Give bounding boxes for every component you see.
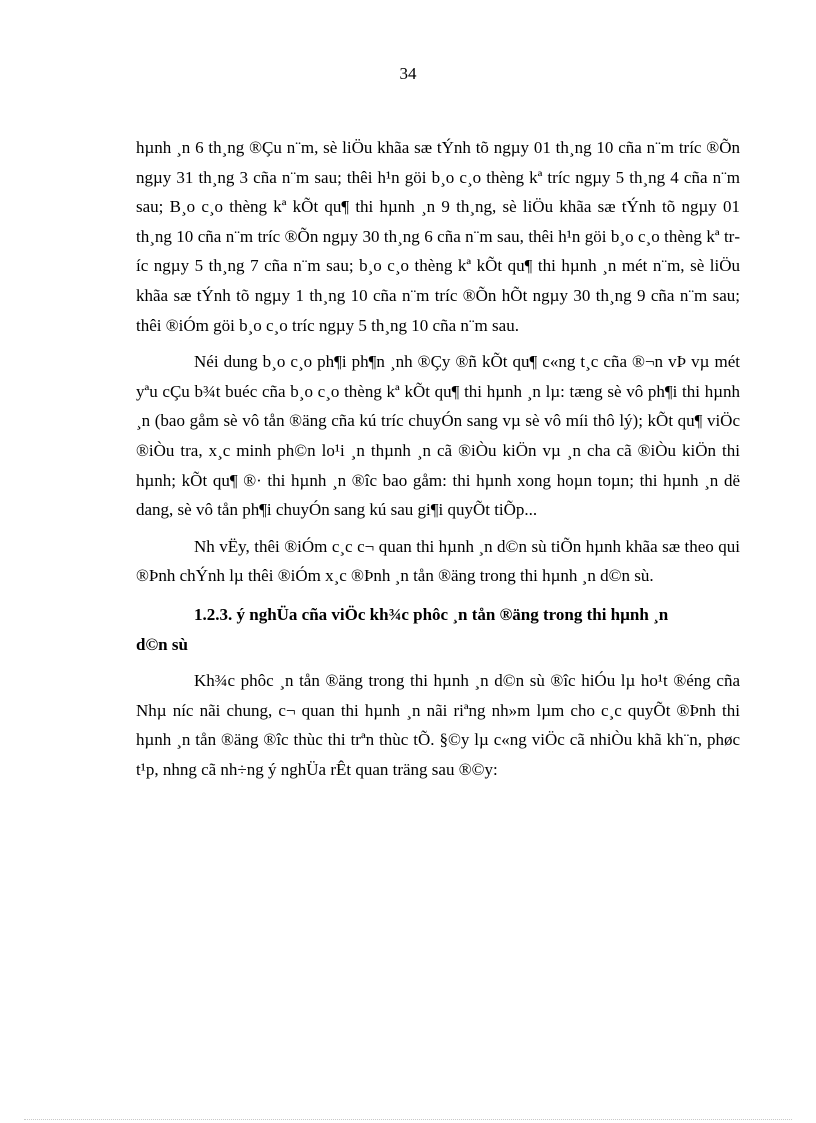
paragraph-1: hµnh ¸n 6 th¸ng ®Çu n¨m, sè liÖu khãa sæ tÝnh tõ ngµy 01 th¸ng 10 cña n¨m tríc ®Õn ngµy 31 th¸ng 3 cña n¨m sau; thêi h¹n göi b¸o c¸o thèng kª tríc ngµy 5 th¸ng 4 cña n¨m sau; B¸o c¸o thèng kª kÕt qu¶ thi hµnh ¸n 9 th¸ng, sè liÖu khãa sæ tÝnh tõ ngµy 01 th¸ng 10 cña n¨m tríc ®Õn ngµy 30 th¸ng 6 cña n¨m sau, thêi h¹n göi b¸o c¸o thèng kª tríc ngµy 5 th¸ng 7 cña n¨m sau; b¸o c¸o thèng kª kÕt qu¶ thi hµnh ¸n mét n¨m, sè liÖu khãa sæ tÝnh tõ ngµy 1 th¸ng 10 cña n¨m tríc ®Õn hÕt ngµy 30 th¸ng 9 cña n¨m sau; thêi ®iÓm göi b¸o c¸o tríc ngµy 5 th¸ng 10 cña n¨m sau. [136,138,740,335]
paragraph-4: Kh¾c phôc ¸n tån ®äng trong thi hµnh ¸n d©n sù ®îc hiÓu lµ ho¹t ®éng cña Nhµ níc nãi chung, c¬ quan thi hµnh ¸n nãi riªng nh»m lµm cho c¸c quyÕt ®Þnh thi hµnh ¸n tån ®äng ®îc thùc thi trªn thùc tÕ. §©y lµ c«ng viÖc cã nhiÒu khã kh¨n, phøc t¹p, nhng cã nh÷ng ý nghÜa rÊt quan träng sau ®©y: [136,671,740,779]
paragraph-3: Nh vËy, thêi ®iÓm c¸c c¬ quan thi hµnh ¸n d©n sù tiÕn hµnh khãa sæ theo qui ®Þnh chÝnh lµ thêi ®iÓm x¸c ®Þnh ¸n tån ®äng trong thi hµnh ¸n d©n sù. [136,536,740,586]
page-bottom-divider [24,1119,792,1120]
paragraph-2: Néi dung b¸o c¸o ph¶i ph¶n ¸nh ®Çy ®ñ kÕt qu¶ c«ng t¸c cña ®¬n vÞ vµ mét yªu cÇu b¾t buéc cña b¸o c¸o thèng kª kÕt qu¶ thi hµnh ¸n lµ: tæng sè vô ph¶i thi hµnh ¸n (bao gåm sè vô tån ®äng cña kú tríc chuyÓn sang vµ sè vô míi thô lý); kÕt qu¶ viÖc ®iÒu tra, x¸c minh ph©n lo¹i ¸n thµnh ¸n cã ®iÒu kiÖn vµ ¸n cha cã ®iÒu kiÖn thi hµnh; kÕt qu¶ ®· thi hµnh ¸n ®îc bao gåm: thi hµnh xong hoµn toµn; thi hµnh ¸n dë dang, sè vô tån ph¶i chuyÓn sang kú sau gi¶i quyÕt tiÕp... [136,352,740,520]
page-number: 34 [399,64,417,83]
document-body [136,133,740,784]
section-heading-continuation: d©n sù [136,634,188,654]
section-heading: 1.2.3. ý nghÜa cña viÖc kh¾c phôc ¸n tån ®äng trong thi hµnh ¸n [194,604,669,624]
